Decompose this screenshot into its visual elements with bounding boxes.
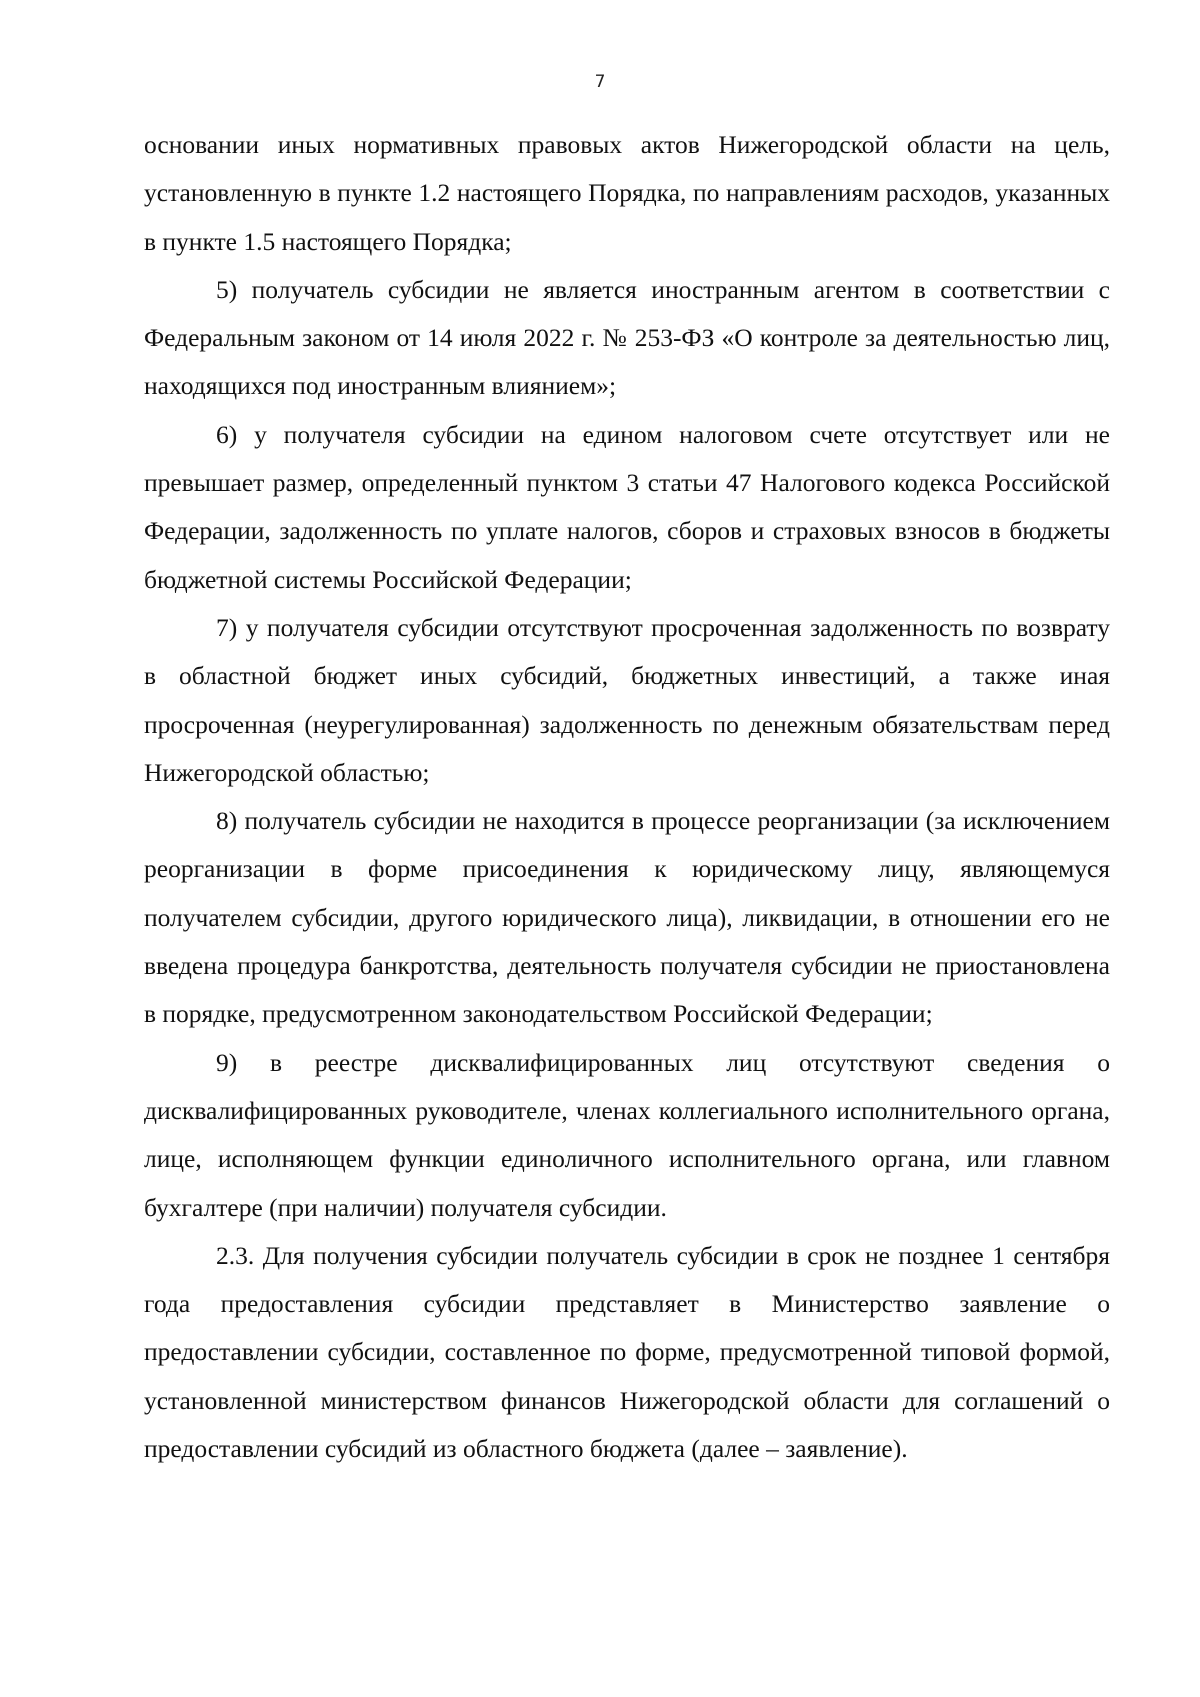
paragraph-item-7: 7) у получателя субсидии отсутствуют просроченная задолженность по возврату в областной бюджет иных субсидий, бюджетных инвестиций, а также иная просроченная (неурегулированная) задолженность по денежным обязательствам перед Нижегородской областью; bbox=[144, 612, 1110, 787]
paragraph-section-2-3: 2.3. Для получения субсидии получатель субсидии в срок не позднее 1 сентября года предоставления субсидии представляет в Министерство заявление о предоставлении субсидии, составленное по форме, предусмотренной типовой формой, установленной министерством финансов Нижегородской области для соглашений о предоставлении субсидий из областного бюджета (далее – заявление). bbox=[144, 1240, 1110, 1464]
paragraph-item-6: 6) у получателя субсидии на едином налоговом счете отсутствует или не превышает размер, определенный пунктом 3 статьи 47 Налогового кодекса Российской Федерации, задолженность по уплате налогов, сборов и страховых взносов в бюджеты бюджетной системы Российской Федерации; bbox=[144, 419, 1110, 594]
paragraph-item-5: 5) получатель субсидии не является иностранным агентом в соответствии с Федеральным законом от 14 июля 2022 г. № 253-ФЗ «О контроле за деятельностью лиц, находящихся под иностранным влиянием»; bbox=[144, 274, 1110, 401]
paragraph-item-9: 9) в реестре дисквалифицированных лиц отсутствуют сведения о дисквалифицированных руководителе, членах коллегиального исполнительного органа, лице, исполняющем функции единоличного исполнительного органа, или главном бухгалтере (при наличии) получателя субсидии. bbox=[144, 1047, 1110, 1222]
document-body bbox=[144, 121, 1110, 1473]
paragraph-item-8: 8) получатель субсидии не находится в процессе реорганизации (за исключением реорганизации в форме присоединения к юридическому лицу, являющемуся получателем субсидии, другого юридического лица), ликвидации, в отношении его не введена процедура банкротства, деятельность получателя субсидии не приостановлена в порядке, предусмотренном законодательством Российской Федерации; bbox=[144, 806, 1110, 1029]
page-number: 7 bbox=[594, 72, 606, 92]
paragraph-continuation: основании иных нормативных правовых актов Нижегородской области на цель, установленную в пункте 1.2 настоящего Порядка, по направлениям расходов, указанных в пункте 1.5 настоящего Порядка; bbox=[144, 130, 1110, 256]
